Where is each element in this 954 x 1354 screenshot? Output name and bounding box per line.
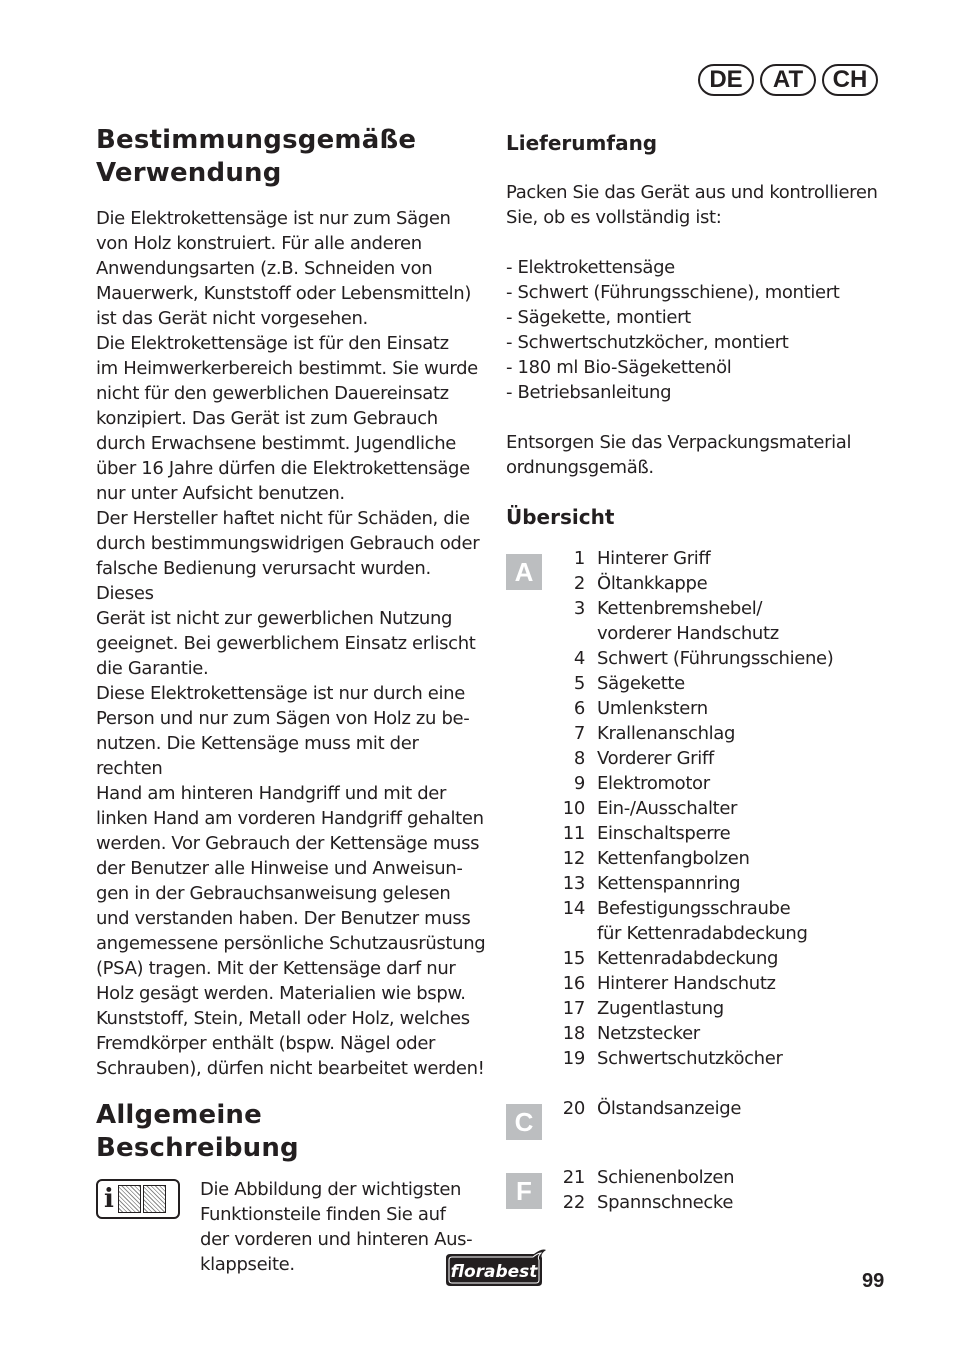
text-line: Der Hersteller haftet nicht für Schäden, die	[96, 508, 470, 529]
overview-item	[550, 696, 833, 721]
item-number: 22	[562, 1192, 585, 1213]
text-line: Entsorgen Sie das Verpackungsmaterial	[506, 432, 852, 453]
item-number: 17	[562, 998, 585, 1019]
text-line: Die Elektrokettensäge ist für den Einsatz	[96, 333, 449, 354]
overview-item	[550, 546, 833, 571]
item-number: 21	[562, 1167, 585, 1188]
overview-item	[550, 596, 833, 621]
item-label: Einschaltsperre	[597, 823, 731, 844]
list-item: - Schwert (Führungsschiene), montiert	[506, 282, 840, 303]
item-number: 11	[562, 823, 585, 844]
text-line: Hand am hinteren Handgriff und mit der	[96, 783, 447, 804]
text-line: Mauerwerk, Kunststoff oder Lebensmitteln)	[96, 283, 472, 304]
overview-group	[506, 1165, 906, 1215]
overview-item	[550, 746, 833, 771]
item-label: Umlenkstern	[597, 698, 708, 719]
text-line: geeignet. Bei gewerblichem Einsatz erlischt	[96, 633, 476, 654]
scope-outro-text	[506, 430, 906, 480]
text-line: Sie, ob es vollständig ist:	[506, 207, 722, 228]
text-line: Packen Sie das Gerät aus und kontrollieren	[506, 182, 878, 203]
info-book-icon: i	[96, 1179, 180, 1219]
text-line: im Heimwerkerbereich bestimmt. Sie wurde	[96, 358, 478, 379]
text-line: angemessene persönliche Schutzausrüstung	[96, 933, 486, 954]
text-line: (PSA) tragen. Mit der Kettensäge darf nur	[96, 958, 456, 979]
overview-list	[506, 546, 906, 1215]
general-description-text	[200, 1177, 472, 1277]
item-label: Spannschnecke	[597, 1192, 734, 1213]
item-label: Kettenfangbolzen	[597, 848, 750, 869]
item-label: Netzstecker	[597, 1023, 700, 1044]
item-label: für Kettenradabdeckung	[597, 923, 808, 944]
item-label: Befestigungsschraube	[597, 898, 791, 919]
heading-line: Bestimmungsgemäße	[96, 125, 417, 155]
text-line: Die Abbildung der wichtigsten	[200, 1179, 462, 1200]
item-label: Schienenbolzen	[597, 1167, 735, 1188]
text-line: durch Erwachsene bestimmt. Jugendliche	[96, 433, 456, 454]
page-number: 99	[862, 1270, 885, 1292]
overview-item	[550, 1021, 833, 1046]
list-item: - Schwertschutzköcher, montiert	[506, 332, 789, 353]
item-number: 13	[562, 873, 585, 894]
lang-badge-ch: CH	[822, 64, 878, 96]
overview-item	[550, 621, 833, 646]
overview-item	[550, 1046, 833, 1071]
text-line: Holz gesägt werden. Materialien wie bspw.	[96, 983, 466, 1004]
text-line: konzipiert. Das Gerät ist zum Gebrauch	[96, 408, 438, 429]
item-number	[550, 621, 585, 646]
overview-item	[550, 721, 833, 746]
text-line: gen in der Gebrauchsanweisung gelesen	[96, 883, 451, 904]
overview-item	[550, 996, 833, 1021]
item-number: 16	[562, 973, 585, 994]
lang-badge-at: AT	[760, 64, 816, 96]
text-line: Fremdkörper enthält (bspw. Nägel oder	[96, 1033, 436, 1054]
figure-letter-badge: A	[506, 554, 542, 590]
heading-line: Beschreibung	[96, 1133, 299, 1163]
item-label: Vorderer Griff	[597, 748, 714, 769]
figure-letter-badge: F	[506, 1173, 542, 1209]
item-label: Sägekette	[597, 673, 685, 694]
text-line: ist das Gerät nicht vorgesehen.	[96, 308, 368, 329]
heading-line: Allgemeine	[96, 1100, 262, 1130]
text-line: klappseite.	[200, 1254, 295, 1275]
text-line: nur unter Aufsicht benutzen.	[96, 483, 345, 504]
right-column	[506, 128, 906, 1215]
item-label: Schwert (Führungsschiene)	[597, 648, 834, 669]
heading-line: Verwendung	[96, 158, 282, 188]
item-number: 7	[573, 723, 585, 744]
text-line: der Benutzer alle Hinweise und Anweisun-	[96, 858, 463, 879]
item-label: Ein-/Ausschalter	[597, 798, 738, 819]
item-label: Krallenanschlag	[597, 723, 736, 744]
overview-item	[550, 821, 833, 846]
text-line: Diese Elektrokettensäge ist nur durch eine	[96, 683, 465, 704]
section-title-overview: Übersicht	[506, 505, 615, 529]
scope-intro-text	[506, 180, 906, 230]
overview-item	[550, 946, 833, 971]
item-label: Kettenbremshebel/	[597, 598, 763, 619]
text-line: der vorderen und hinteren Aus-	[200, 1229, 473, 1250]
item-label: Hinterer Griff	[597, 548, 711, 569]
item-label: Ölstandsanzeige	[597, 1098, 742, 1119]
text-line: ordnungsgemäß.	[506, 457, 654, 478]
item-number: 14	[562, 898, 585, 919]
text-line: und verstanden haben. Der Benutzer muss	[96, 908, 471, 929]
item-number: 3	[573, 598, 585, 619]
text-line: von Holz konstruiert. Für alle anderen	[96, 233, 422, 254]
overview-item	[550, 896, 833, 921]
florabest-logo	[438, 1248, 550, 1288]
section-title-scope-of-delivery: Lieferumfang	[506, 131, 658, 155]
section-title-intended-use	[96, 124, 488, 190]
text-line: Gerät ist nicht zur gewerblichen Nutzung	[96, 608, 453, 629]
text-line: Person und nur zum Sägen von Holz zu be-	[96, 708, 470, 729]
text-line: Anwendungsarten (z.B. Schneiden von	[96, 258, 433, 279]
item-number: 15	[562, 948, 585, 969]
item-number: 18	[562, 1023, 585, 1044]
item-number: 20	[562, 1098, 585, 1119]
overview-item	[550, 971, 833, 996]
left-column	[96, 124, 488, 1277]
item-number: 19	[562, 1048, 585, 1069]
overview-item	[550, 1096, 741, 1121]
item-number: 1	[573, 548, 585, 569]
text-line: falsche Bedienung verursacht wurden. Dieses	[96, 558, 431, 604]
item-label: Elektromotor	[597, 773, 710, 794]
overview-item	[550, 846, 833, 871]
list-item: - Betriebsanleitung	[506, 382, 672, 403]
item-number: 4	[573, 648, 585, 669]
text-line: Die Elektrokettensäge ist nur zum Sägen	[96, 208, 451, 229]
overview-item	[550, 1165, 734, 1190]
item-label: Zugentlastung	[597, 998, 724, 1019]
item-number: 2	[573, 573, 585, 594]
item-label: Hinterer Handschutz	[597, 973, 776, 994]
lang-badge-de: DE	[698, 64, 754, 96]
item-label: Schwertschutzköcher	[597, 1048, 783, 1069]
item-label: Kettenspannring	[597, 873, 741, 894]
item-number	[550, 921, 585, 946]
text-line: die Garantie.	[96, 658, 209, 679]
text-line: Kunststoff, Stein, Metall oder Holz, welches	[96, 1008, 470, 1029]
text-line: werden. Vor Gebrauch der Kettensäge muss	[96, 833, 480, 854]
info-note	[96, 1177, 488, 1277]
item-number: 9	[573, 773, 585, 794]
overview-group	[506, 546, 906, 1071]
overview-item	[550, 921, 833, 946]
language-badges	[698, 64, 878, 96]
overview-item	[550, 796, 833, 821]
item-label: Kettenradabdeckung	[597, 948, 779, 969]
figure-letter-badge: C	[506, 1104, 542, 1140]
item-number: 10	[562, 798, 585, 819]
text-line: durch bestimmungswidrigen Gebrauch oder	[96, 533, 480, 554]
list-item: - Sägekette, montiert	[506, 307, 691, 328]
item-number: 12	[562, 848, 585, 869]
overview-item	[550, 871, 833, 896]
item-number: 6	[573, 698, 585, 719]
overview-item	[550, 671, 833, 696]
overview-item	[550, 646, 833, 671]
text-line: linken Hand am vorderen Handgriff gehalten	[96, 808, 484, 829]
item-number: 5	[573, 673, 585, 694]
item-label: vorderer Handschutz	[597, 623, 779, 644]
text-line: nutzen. Die Kettensäge muss mit der rechten	[96, 733, 419, 779]
overview-item	[550, 771, 833, 796]
scope-items-list	[506, 255, 906, 405]
list-item: - Elektrokettensäge	[506, 257, 675, 278]
overview-item	[550, 571, 833, 596]
overview-item	[550, 1190, 734, 1215]
text-line: Schrauben), dürfen nicht bearbeitet werden!	[96, 1058, 485, 1079]
item-label: Öltankkappe	[597, 573, 708, 594]
text-line: nicht für den gewerblichen Dauereinsatz	[96, 383, 449, 404]
text-line: Funktionsteile finden Sie auf	[200, 1204, 446, 1225]
item-number: 8	[573, 748, 585, 769]
text-line: über 16 Jahre dürfen die Elektrokettensäge	[96, 458, 470, 479]
list-item: - 180 ml Bio-Sägekettenöl	[506, 357, 732, 378]
section-title-general-description	[96, 1099, 488, 1165]
overview-group	[506, 1096, 906, 1140]
intended-use-text	[96, 206, 488, 1081]
logo-text: florabest	[450, 1262, 538, 1282]
